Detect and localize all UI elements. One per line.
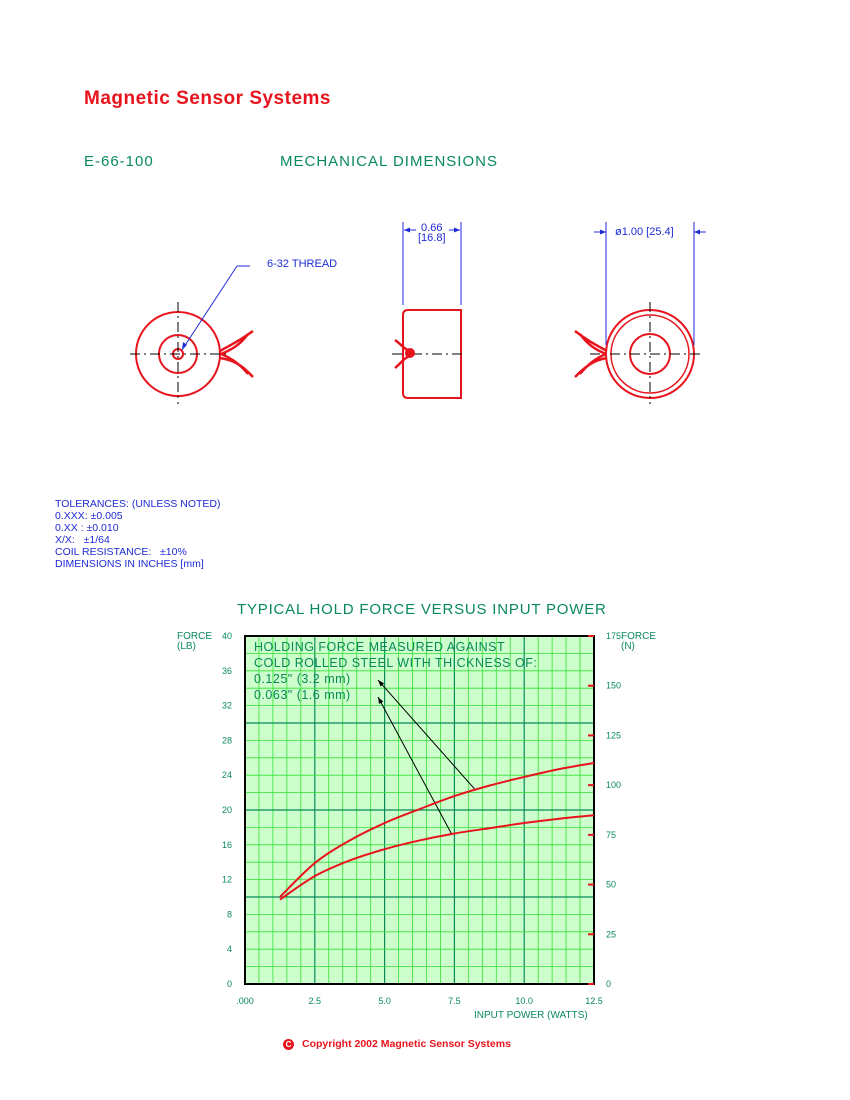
x-tick-label: .000 bbox=[236, 996, 254, 1006]
y-tick-label-left: 40 bbox=[221, 631, 232, 641]
x-tick-label: 10.0 bbox=[515, 996, 533, 1006]
company-name: Magnetic Sensor Systems bbox=[84, 88, 331, 109]
y-tick-label-right: 100 bbox=[606, 780, 622, 791]
diameter-dimension: ø1.00 [25.4] bbox=[615, 226, 674, 238]
y-ticks-left bbox=[222, 631, 232, 989]
y-tick-label-right: 75 bbox=[606, 829, 617, 840]
y-tick-label-right: 125 bbox=[606, 730, 622, 741]
x-ticks bbox=[236, 996, 603, 1006]
x-tick-label: 12.5 bbox=[585, 996, 603, 1006]
copyright-text: Copyright 2002 Magnetic Sensor Systems bbox=[302, 1038, 511, 1050]
y-axis-label-left: FORCE (LB) bbox=[177, 631, 212, 652]
chart-title: TYPICAL HOLD FORCE VERSUS INPUT POWER bbox=[237, 601, 607, 618]
y-tick-label-left: 8 bbox=[226, 909, 232, 920]
tolerance-line: X/X: ±1/64 bbox=[55, 534, 110, 546]
y-tick-label-right: 150 bbox=[606, 680, 622, 691]
part-number: E-66-100 bbox=[84, 153, 154, 170]
legend-entry-0063: 0.063" (1.6 mm) bbox=[254, 688, 351, 702]
y-tick-label-right: 50 bbox=[606, 879, 617, 890]
y-tick-label-left: 20 bbox=[221, 805, 232, 815]
y-tick-label-left: 0 bbox=[226, 979, 232, 989]
y-tick-label-left: 24 bbox=[221, 770, 232, 781]
tolerance-line: COIL RESISTANCE: ±10% bbox=[55, 546, 187, 558]
tolerance-line: DIMENSIONS IN INCHES [mm] bbox=[55, 558, 204, 570]
tolerance-line: 0.XX : ±0.010 bbox=[55, 522, 119, 534]
x-tick-label: 7.5 bbox=[448, 996, 461, 1006]
y-tick-label-left: 4 bbox=[226, 944, 232, 955]
x-tick-label: 5.0 bbox=[378, 996, 391, 1006]
y-tick-label-right: 25 bbox=[606, 929, 617, 940]
copyright-icon: C bbox=[283, 1039, 294, 1050]
y-tick-label-left: 16 bbox=[221, 839, 232, 850]
legend-title: HOLDING FORCE MEASURED AGAINST bbox=[254, 640, 506, 654]
chart-legend bbox=[254, 639, 537, 703]
thread-label: 6-32 THREAD bbox=[267, 258, 338, 270]
legend-entry-0125: 0.125" (3.2 mm) bbox=[254, 672, 351, 686]
y-tick-label-left: 28 bbox=[221, 735, 232, 746]
y-tick-label-left: 36 bbox=[221, 665, 232, 676]
length-inches: 0.66 bbox=[421, 222, 443, 234]
y-tick-label-left: 12 bbox=[221, 874, 232, 885]
section-title: MECHANICAL DIMENSIONS bbox=[280, 153, 498, 170]
y-tick-label-right: 0 bbox=[606, 979, 612, 989]
x-tick-label: 2.5 bbox=[308, 996, 322, 1006]
legend-subtitle: COLD ROLLED STEEL WITH THICKNESS OF: bbox=[254, 656, 538, 670]
y-tick-label-left: 32 bbox=[221, 700, 232, 711]
copyright bbox=[283, 1038, 511, 1050]
length-mm: [16.8] bbox=[418, 232, 446, 244]
x-axis-label: INPUT POWER (WATTS) bbox=[474, 1010, 588, 1021]
tolerance-line: 0.XXX: ±0.005 bbox=[55, 510, 123, 522]
y-axis-label-right: FORCE (N) bbox=[621, 631, 656, 652]
y-tick-label-right: 175 bbox=[606, 631, 622, 641]
tolerances-title: TOLERANCES: (UNLESS NOTED) bbox=[55, 498, 221, 510]
